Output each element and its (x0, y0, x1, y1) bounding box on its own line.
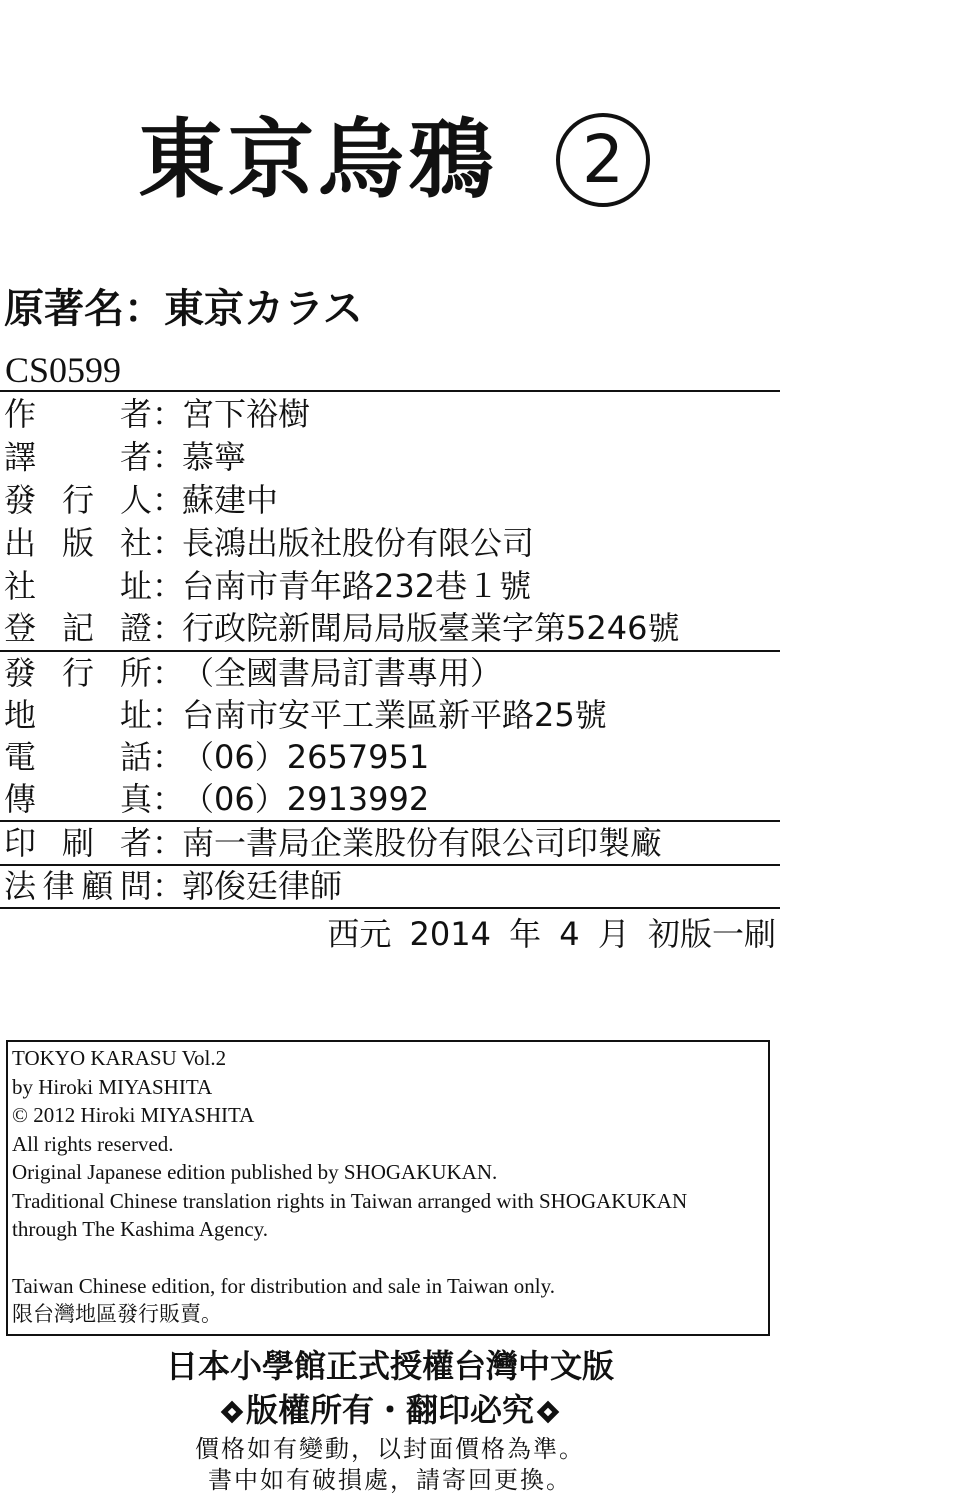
credit-label: 電 話 (4, 738, 152, 776)
license-line: TOKYO KARASU Vol.2 (12, 1046, 227, 1070)
credit-row-phone: 電 話 ： （06）2657951 (4, 738, 430, 776)
credit-value: （全國書局訂書專用） (182, 654, 503, 692)
credit-row-author: 作 者 ： 宮下裕樹 (4, 395, 311, 433)
divider (0, 907, 780, 909)
credit-label: 登 記 證 (4, 609, 152, 647)
credit-value: 郭俊廷律師 (182, 867, 343, 905)
authorization-notice: 日本小學館正式授權台灣中文版 (165, 1347, 614, 1385)
credit-row-printer: 印 刷 者 ： 南一書局企業股份有限公司印製廠 (4, 824, 663, 862)
credit-value: 台南市青年路232巷１號 (182, 567, 532, 605)
license-line: © 2012 Hiroki MIYASHITA (12, 1103, 255, 1127)
credit-row-fax: 傳 真 ： （06）2913992 (4, 780, 430, 818)
credit-row-publisher-person: 發 行 人 ： 蘇建中 (4, 481, 279, 519)
divider (0, 390, 780, 392)
title-row (138, 110, 650, 210)
credit-label: 譯 者 (4, 438, 152, 476)
credit-label: 傳 真 (4, 780, 152, 818)
credit-value: 長鴻出版社股份有限公司 (182, 524, 535, 562)
distribution-note-zh: 限台灣地區發行販賣。 (12, 1302, 222, 1326)
distribution-note: Taiwan Chinese edition, for distribution and sale in Taiwan only. (12, 1273, 555, 1298)
credit-row-legal: 法 律 顧 問 ： 郭俊廷律師 (4, 867, 343, 905)
credit-row-distributor: 發 行 所 ： （全國書局訂書專用） (4, 654, 503, 692)
product-code: CS0599 (5, 350, 122, 390)
credit-label: 印 刷 者 (4, 824, 152, 862)
credit-row-publisher: 出 版 社 ： 長鴻出版社股份有限公司 (4, 524, 535, 562)
credit-row-distributor-address: 地 址 ： 台南市安平工業區新平路25號 (4, 696, 607, 734)
license-line: Original Japanese edition published by SHOGAKUKAN. (12, 1160, 498, 1184)
credit-label: 出 版 社 (4, 524, 152, 562)
credit-label: 作 者 (4, 395, 152, 433)
original-title: 原著名：東京カラス (4, 286, 363, 332)
credit-value: 南一書局企業股份有限公司印製廠 (182, 824, 663, 862)
credit-value: （06）2913992 (182, 780, 430, 818)
credit-row-publisher-address: 社 址 ： 台南市青年路232巷１號 (4, 567, 532, 605)
volume-badge: 2 (556, 113, 650, 207)
license-line: Traditional Chinese translation rights in Taiwan arranged with SHOGAKUKAN (12, 1188, 688, 1213)
credit-label: 社 址 (4, 567, 152, 605)
license-line: All rights reserved. (12, 1131, 174, 1156)
credit-value: 慕寧 (182, 438, 247, 476)
credit-value: （06）2657951 (182, 738, 430, 776)
credit-value: 行政院新聞局局版臺業字第5246號 (182, 609, 680, 647)
rights-text: 版權所有・翻印必究 (245, 1391, 534, 1429)
diamond-icon (221, 1401, 244, 1424)
license-line: through The Kashima Agency. (12, 1217, 269, 1241)
credit-label: 發 行 所 (4, 654, 152, 692)
license-box (6, 1040, 770, 1336)
credit-label: 地 址 (4, 696, 152, 734)
credit-value: 台南市安平工業區新平路25號 (182, 696, 607, 734)
diamond-icon (537, 1401, 560, 1424)
credit-value: 蘇建中 (182, 481, 279, 519)
credit-label: 法 律 顧 問 (4, 867, 152, 905)
publish-date: 西元 2014 年 4 月 初版一刷 (327, 915, 776, 953)
price-note: 價格如有變動，以封面價格為準。 (195, 1437, 585, 1463)
defect-note: 書中如有破損處，請寄回更換。 (208, 1468, 572, 1494)
credit-label: 發 行 人 (4, 481, 152, 519)
credit-row-translator: 譯 者 ： 慕寧 (4, 438, 247, 476)
credit-value: 宮下裕樹 (182, 395, 311, 433)
book-title: 東京烏鴉 (138, 110, 498, 210)
credit-row-registration: 登 記 證 ： 行政院新聞局局版臺業字第5246號 (4, 609, 680, 647)
rights-notice (0, 1390, 780, 1430)
license-line: by Hiroki MIYASHITA (12, 1074, 213, 1099)
